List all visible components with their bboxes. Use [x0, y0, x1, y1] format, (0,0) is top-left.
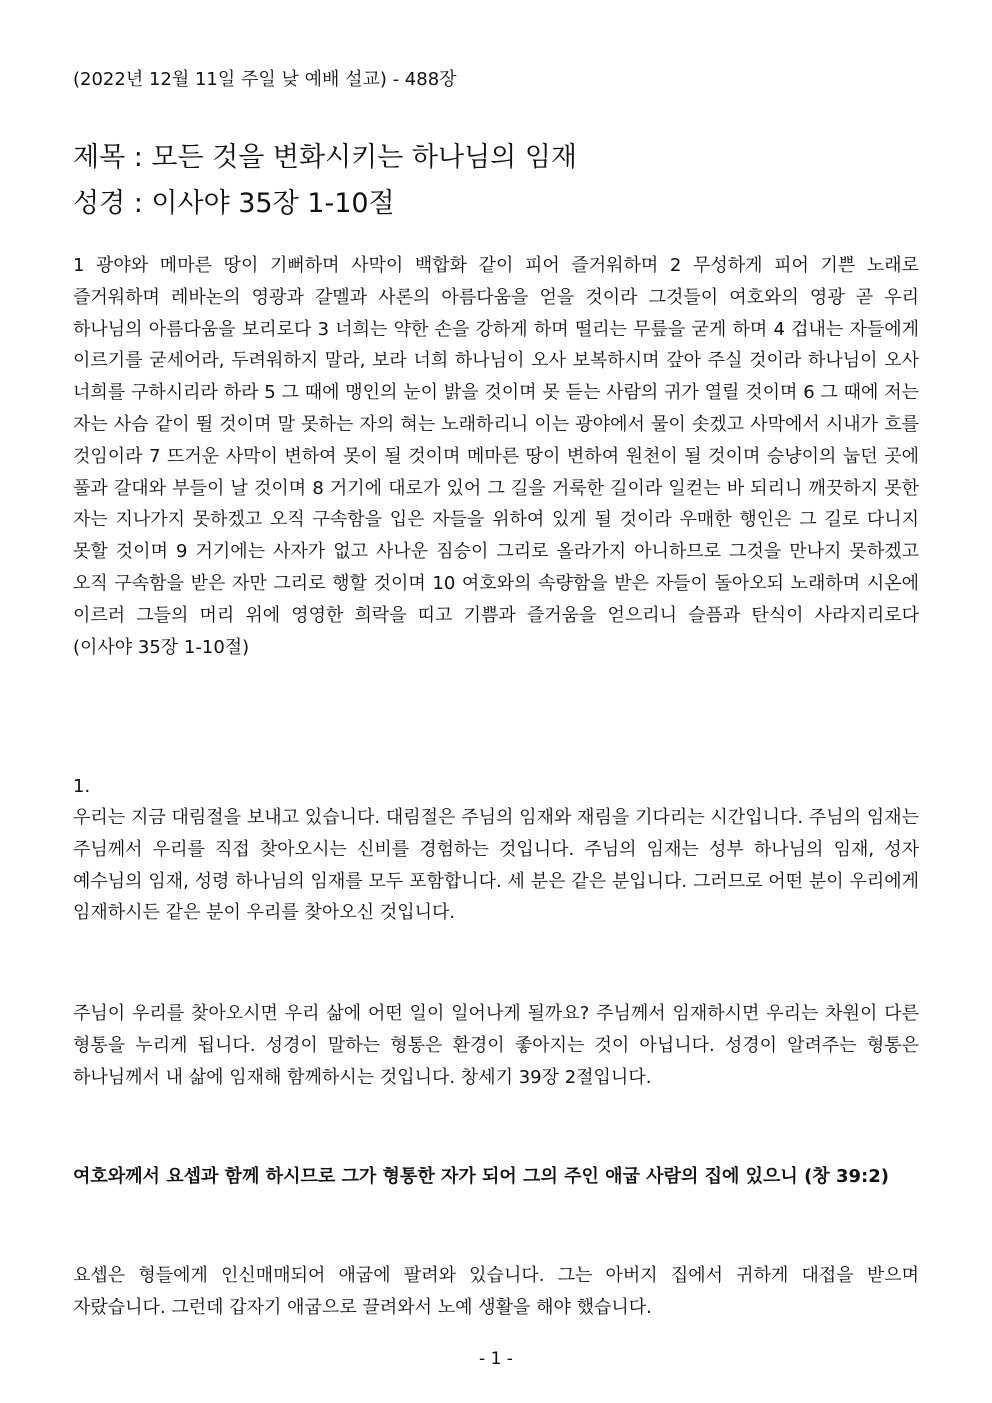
page-number: - 1 -	[479, 1349, 513, 1369]
sermon-title: 제목 : 모든 것을 변화시키는 하나님의 임재	[73, 142, 577, 173]
sermon-paragraph-3: 요셉은 형들에게 인신매매되어 애굽에 팔려와 있습니다. 그는 아버지 집에서 귀하게 대접을 받으며 자랐습니다. 그런데 갑자기 애굽으로 끌려와서 노예 생활을 해야 했습니다.	[73, 1265, 919, 1318]
scripture-reference: 성경 : 이사야 35장 1-10절	[73, 188, 395, 219]
service-info-line: (2022년 12월 11일 주일 낮 예배 설교) - 488장	[73, 69, 457, 90]
scripture-passage: 1 광야와 메마른 땅이 기뻐하며 사막이 백합화 같이 피어 즐거워하며 2 무성하게 피어 기쁜 노래로 즐거워하며 레바논의 영광과 갈멜과 사론의 아름다움을 얻을 것이라 그것들이 여호와의 영광 곧 우리 하나님의 아름다움을 보리로다 3 너희는 약한 손을 강하게 하며 떨리는 무릎을 굳게 하며 4 겁내는 자들에게 이르기를 굳세어라, 두려워하지 말라, 보라 너희 하나님이 오사 보복하시며 갚아 주실 것이라 하나님이 오사 너희를 구하시리라 하라 5 그 때에 맹인의 눈이 밝을 것이며 못 듣는 사람의 귀가 열릴 것이며 6 그 때에 저는 자는 사슴 같이 뛸 것이며 말 못하는 자의 혀는 노래하리니 이는 광야에서 물이 솟겠고 사막에서 시내가 흐를 것임이라 7 뜨거운 사막이 변하여 못이 될 것이며 메마른 땅이 변하여 원천이 될 것이며 승냥이의 눕던 곳에 풀과 갈대와 부들이 날 것이며 8 거기에 대로가 있어 그 길을 거룩한 길이라 일컫는 바 되리니 깨끗하지 못한 자는 지나가지 못하겠고 오직 구속함을 입은 자들을 위하여 있게 될 것이라 우매한 행인은 그 길로 다니지 못할 것이며 9 거기에는 사자가 없고 사나운 짐승이 그리로 올라가지 아니하므로 그것을 만나지 못하겠고 오직 구속함을 받은 자만 그리로 행할 것이며 10 여호와의 속량함을 받은 자들이 돌아오되 노래하며 시온에 이르러 그들의 머리 위에 영영한 희락을 띠고 기쁨과 즐거움을 얻으리니 슬픔과 탄식이 사라지리로다 (이사야 35장 1-10절)	[73, 255, 919, 658]
sermon-paragraph-2: 주님이 우리를 찾아오시면 우리 삶에 어떤 일이 일어나게 될까요? 주님께서 임재하시면 우리는 차원이 다른 형통을 누리게 됩니다. 성경이 말하는 형통은 환경이 좋아지는 것이 아닙니다. 성경이 알려주는 형통은 하나님께서 내 삶에 임재해 함께하시는 것입니다. 창세기 39장 2절입니다.	[73, 1003, 919, 1088]
bible-quote: 여호와께서 요셉과 함께 하시므로 그가 형통한 자가 되어 그의 주인 애굽 사람의 집에 있으니 (창 39:2)	[73, 1166, 889, 1187]
section-number: 1.	[73, 776, 91, 797]
sermon-paragraph-1: 우리는 지금 대림절을 보내고 있습니다. 대림절은 주님의 임재와 재림을 기다리는 시간입니다. 주님의 임재는 주님께서 우리를 직접 찾아오시는 신비를 경험하는 것입니다. 주님의 임재는 성부 하나님의 임재, 성자 예수님의 임재, 성령 하나님의 임재를 모두 포함합니다. 세 분은 같은 분입니다. 그러므로 어떤 분이 우리에게 임재하시든 같은 분이 우리를 찾아오신 것입니다.	[73, 807, 919, 924]
